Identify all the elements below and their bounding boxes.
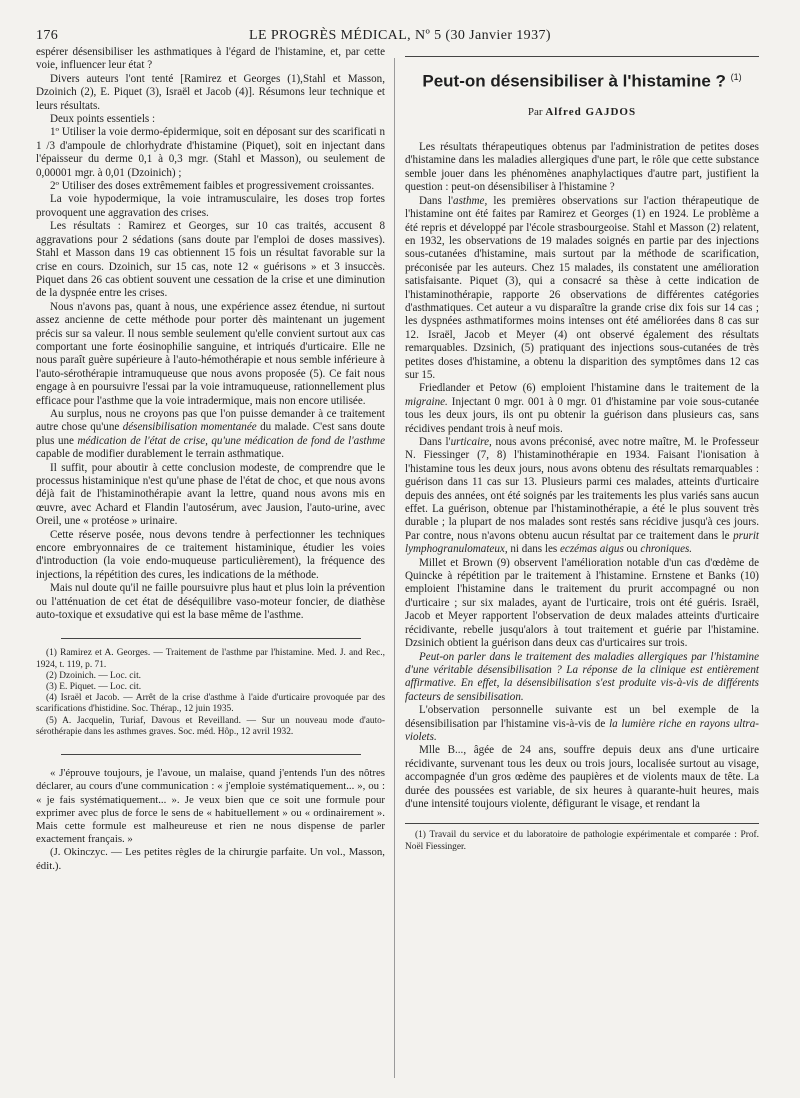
author-name: Alfred GAJDOS: [545, 105, 637, 118]
text-run: ni dans les: [507, 543, 560, 556]
paragraph: Cette réserve posée, nous devons tendre à perfectionner les techniques encore embryonnaires de ce traitement histaminique, étudier les voies d'introduction (la voie endo-muqueuse particulièrement), la fréquence des injections, la répétition des cures, les indications de la méthode.: [36, 528, 385, 581]
italic-run: Peut-on parler dans le traitement des maladies allergiques par l'histamine d'une véritable désensibilisation ? La réponse de la clinique est entièrement affirmative. En effet, la désensibilisation s'est produite vis-à-vis de différents facteurs de sensibilisation.: [405, 650, 759, 703]
paragraph: La voie hypodermique, la voie intramusculaire, les doses trop fortes provoquent une aggravation des crises.: [36, 193, 385, 219]
italic-run: la lumière riche en rayons ultra-violets.: [405, 717, 759, 743]
quotation-text: « J'éprouve toujours, je l'avoue, un malaise, quand j'entends l'un des nôtres déclarer, au cours d'une communication : « j'emploie systématiquement... », ou : « je fais systématiquement... ». Je veux bien que ce soit une formule pour exprimer avec plus de force le sens de « habituellement » ou « ordinairement ». Mais cette formule est malheureuse et rien ne nous dispense de parler exactement français. »: [36, 767, 385, 846]
text-run: du malade. C'est sans doute plus une: [36, 421, 385, 447]
paragraph: Divers auteurs l'ont tenté [Ramirez et Georges (1),Stahl et Masson, Dzoinich (2), E. Piquet (3), Israël et Jacob (4)]. Résumons leur technique et leurs résultats.: [36, 72, 385, 112]
paragraph: 2º Utiliser des doses extrêmement faibles et progressivement croissantes.: [50, 180, 375, 193]
footnote: (2) Dzoinich. — Loc. cit.: [46, 670, 142, 681]
footnotes: [405, 830, 759, 852]
paragraph: Millet et Brown (9) observent l'amélioration notable d'un cas d'œdème de Quincke à répétition par le traitement à l'histamine. Ernstene et Banks (10) emploient l'histamine dans le traitement du prurit accompagné ou non d'urticaire ; sur six malades, ayant de l'urticaire, trois ont été guéris. Israël, Jacob et Meyer rapportent l'observation de deux malades atteints d'urticaire récidivante, rebelle jusqu'alors à tout traitement et guérie par l'histamine. Dzsinich obtient la guérison dans deux cas d'urticaires sur trois.: [405, 556, 759, 650]
footnote: (1) Travail du service et du laboratoire de pathologie expérimentale et comparée : Prof. Noël Fiessinger.: [405, 830, 759, 852]
italic-run: eczémas aigus: [560, 543, 624, 556]
paragraph: espérer désensibiliser les asthmatiques à l'égard de l'histamine, et, par cette voie, influencer leur état ?: [36, 46, 385, 72]
text-run: Friedlander et Petow (6) emploient l'histamine dans le traitement de la: [419, 382, 759, 395]
running-title: LE PROGRÈS MÉDICAL, Nº 5 (30 Janvier 1937): [249, 28, 551, 43]
article-title: [405, 67, 759, 92]
quote-rule: [61, 754, 361, 755]
text-run: nous avons préconisé, avec notre maître, M. le Professeur N. Fiessinger (7, 8) l'histaminothérapie en 1934. Faisant l'ionisation à l'histamine tous les deux jours, nous avons obtenu des résultats remarquables : guérison dans 11 cas sur 13. Plusieurs parmi ces malades, atteints d'urticaire depuis des années, ont été soignés par les traitements les plus variés sans aucun effet. La guérison, obtenue par l'histaminothérapie, a été le plus souvent très durable ; la plupart de nos malades sont restés sans récidive jusqu'à ces jours. Par contre, nous n'avons obtenu aucun résultat par ce traitement dans le: [405, 436, 759, 542]
quotation-source: (J. Okinczyc. — Les petites règles de la chirurgie parfaite. Un vol., Masson, édit.).: [36, 846, 385, 872]
paragraph: Mlle B..., âgée de 24 ans, souffre depuis deux ans d'une urticaire récidivante, survenant tous les deux ou trois jours, localisée surtout au visage, accompagnée d'un gros œdème des paupières et de violents maux de tête. La durée des poussées est variable, de six heures à quarante-huit heures, mais d'une intensité toujours violente, défigurant le visage, et rendant la: [405, 744, 759, 810]
text-run: les premières observations sur l'action thérapeutique de l'histamine ont été faites par Ramirez et Georges (1) en 1924. Le problème a été repris et développé par l'école strasbourgeoise. Stahl et Masson (2) relatent, en 1932, les observations de 19 malades soignés en partie par des injections sous-cutanées d'histamine, mais surtout par la méthode de scarification, préconisée par les auteurs. Chez 15 malades, ils constatent une amélioration satisfaisante. Piquet (3), qui a consacré sa thèse à cette indication de l'histaminothérapie, rapporte 26 observations de différentes catégories d'asthmatiques. Cet auteur a vu disparaître la grande crise dix fois sur 14 cas ; les dyspnées asthmatiformes moins intenses ont été améliorées dans 8 cas sur 12. Israël, Jacob et Meyer (4) ont observé également des résultats remarquables. Dzsinich, (5) pratiquant des injections sous-cutanées de très petites doses d'histamine, a obtenu la disparition des symptômes dans 12 cas sur 15.: [405, 194, 759, 381]
text-run: ou: [623, 543, 641, 556]
text-run: Dans l': [419, 194, 454, 207]
italic-run: désensibilisation momentanée: [122, 421, 257, 434]
text-run: Dans l': [419, 436, 451, 448]
paragraph: Nous n'avons pas, quant à nous, une expérience assez étendue, ni surtout assez ancienne de cette méthode pour porter dès maintenant un jugement précis sur sa valeur. Il nous semble seulement qu'elle convient surtout aux cas comportant une forte éosinophilie sanguine, et intriqués d'urticaire. Elle ne nous paraît guère supérieure à l'auto-hémothérapie et nous semble inférieure à l'auto-sérothérapie intramuqueuse que nous avons proposée (5). Ce fait nous engage à en poursuivre l'essai par la voie intramuqueuse, rationnellement plus efficace pour l'asthme que la voie intradermique, mais non encore utilisée.: [36, 300, 385, 407]
paragraph: [405, 651, 759, 705]
footnotes: [36, 648, 385, 738]
right-column: [405, 46, 759, 853]
byline-prefix: Par: [527, 105, 543, 118]
quotation-box: [36, 767, 385, 873]
italic-run: médication de l'état de crise, qu'une médication de fond de l'asthme: [77, 434, 385, 447]
paragraph: Les résultats thérapeutiques obtenus par l'administration de petites doses d'histamine dans les maladies allergiques d'une part, le rôle que cette substance semble jouer dans les phénomènes anaphylactiques d'autre part, justifient la question : peut-on désensibiliser à l'histamine ?: [405, 141, 759, 194]
footnote: (3) E. Piquet. — Loc. cit.: [46, 682, 142, 693]
text-run: Injectant 0 mgr. 001 à 0 mgr. 01 d'histamine par voie sous-cutanée tous les deux jours, ils ont pu obtenir la guérison dans plusieurs cas, sans récidives pendant trois à neuf mois.: [405, 395, 759, 435]
italic-run: chroniques.: [640, 543, 693, 556]
text-run: Au surplus, nous ne croyons pas que l'on puisse demander à ce traitement autre chose qu'une: [36, 407, 385, 434]
paragraph: [405, 382, 759, 436]
footnote-rule: [61, 638, 361, 639]
paragraph: Les résultats : Ramirez et Georges, sur 10 cas traités, accusent 8 aggravations pour 2 sédations (sans doute par l'emploi de doses massives). Stahl et Masson dans 19 cas obtiennent 15 fois un résultat favorable sur la crise en cours. Dzoinich, sur 15 cas, note 12 « guérisons » et 3 insuccès. Piquet dans 26 cas obtient souvent une cessation de la crise et une diminution de la dyspnée entre les crises.: [36, 220, 385, 300]
paragraph: [36, 408, 385, 462]
paragraph: Deux points essentiels :: [50, 113, 156, 126]
title-note-marker: (1): [730, 72, 742, 82]
paragraph: 1º Utiliser la voie dermo-épidermique, soit en déposant sur des scarificati n 1 /3 d'ampoule de chlorhydrate d'histamine (Piquet), soit en injectant dans l'épaisseur du derme 0,1 à 0,3 mgr. (Stahl et Masson), ou seulement de 0,00001 mgr. à 0,01 (Dzoinich) ;: [36, 126, 385, 179]
paragraph: [405, 436, 759, 557]
paragraph: Mais nul doute qu'il ne faille poursuivre plus haut et plus loin la prévention ou l'atténuation de cet état de déséquilibre vaso-moteur foncier, de diathèse auto-toxique et exsudative qui est la base même de l'asthme.: [36, 582, 385, 622]
text-run: L'observation personnelle suivante est un bel exemple de la désensibilisation par l'histamine vis-à-vis de: [405, 704, 759, 730]
text-run: capable de modifier durablement le terrain asthmatique.: [36, 448, 284, 461]
paragraph: [405, 704, 759, 744]
article-title-text: Peut-on désensibiliser à l'histamine ?: [422, 71, 726, 91]
footnote-rule: [405, 823, 759, 824]
column-divider: [394, 58, 395, 1078]
footnote: (5) A. Jacquelin, Turiaf, Davous et Reveilland. — Sur un nouveau mode d'auto-sérothérapie dans les asthmes graves. Soc. méd. Hôp., 12 avril 1932.: [36, 715, 385, 737]
italic-run: prurit lymphogranulomateux,: [405, 529, 759, 556]
italic-run: asthme,: [453, 194, 488, 207]
italic-run: urticaire,: [450, 436, 492, 448]
left-column: [36, 46, 385, 873]
italic-run: migraine.: [405, 395, 448, 408]
paragraph: [405, 195, 759, 383]
footnote: (4) Israël et Jacob. — Arrêt de la crise d'asthme à l'aide d'urticaire provoquée par des scarifications d'histidine. Soc. Thérap., 12 juin 1935.: [36, 693, 385, 715]
title-rule: [405, 56, 759, 57]
paragraph: Il suffit, pour aboutir à cette conclusion modeste, de comprendre que le processus histaminique n'est qu'une phase de l'état de choc, et que nous avons déjà fait de l'histaminothérapie avant la lettre, quand nous avons mis en œuvre, avec Achard et Flandin l'autosérum, avec Jausion, l'auto-urine, avec Oreil, une « protéose » urinaire.: [36, 461, 385, 528]
footnote: (1) Ramirez et A. Georges. — Traitement de l'asthme par l'histamine. Med. J. and Rec., 1924, t. 119, p. 71.: [36, 648, 385, 670]
page-number: 176: [36, 28, 59, 43]
byline: [405, 106, 759, 119]
